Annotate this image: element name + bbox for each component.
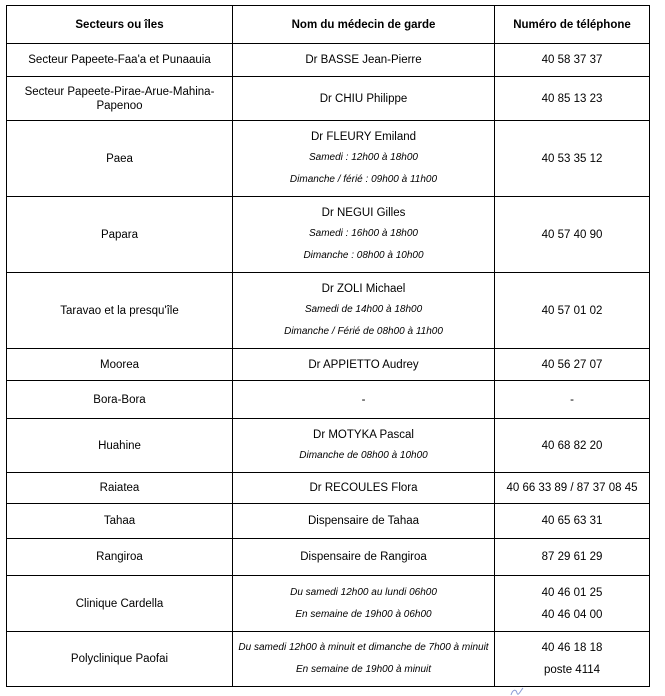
sector-cell: Polyclinique Paofai xyxy=(7,632,233,687)
table-row xyxy=(7,473,650,504)
sector-cell: Secteur Papeete-Faa'a et Punaauia xyxy=(7,44,233,77)
table-row xyxy=(7,77,650,121)
phone-cell: 40 57 01 02 xyxy=(495,273,650,349)
phone-cell: 40 56 27 07 xyxy=(495,349,650,381)
phone-cell: 40 57 40 90 xyxy=(495,197,650,273)
duty-doctors-table xyxy=(6,5,650,687)
doctor-cell xyxy=(233,273,495,349)
scribble-mark-icon xyxy=(510,687,524,696)
hours-line: Du samedi 12h00 au lundi 06h00 xyxy=(290,586,437,598)
header-phone: Numéro de téléphone xyxy=(495,6,650,44)
header-sector: Secteurs ou îles xyxy=(7,6,233,44)
hours-line: En semaine de 19h00 à 06h00 xyxy=(295,608,432,620)
hours-line: Samedi : 12h00 à 18h00 xyxy=(309,151,418,163)
phone-line: 40 46 18 18 xyxy=(541,642,603,654)
phone-cell: - xyxy=(495,381,650,419)
phone-cell: 40 53 35 12 xyxy=(495,121,650,197)
hours-line: Samedi de 14h00 à 18h00 xyxy=(304,303,423,315)
doctor-name: Dr MOTYKA Pascal xyxy=(313,428,414,441)
sector-cell: Clinique Cardella xyxy=(7,576,233,632)
table-row xyxy=(7,504,650,539)
phone-line: 40 46 04 00 xyxy=(541,608,603,621)
hours-line: En semaine de 19h00 à minuit xyxy=(295,664,432,675)
sector-cell: Bora-Bora xyxy=(7,381,233,419)
sector-cell: Secteur Papeete-Pirae-Arue-Mahina-Papenoo xyxy=(7,77,233,121)
table-row xyxy=(7,381,650,419)
sector-cell: Taravao et la presqu'île xyxy=(7,273,233,349)
sector-cell: Papara xyxy=(7,197,233,273)
doctor-cell xyxy=(233,197,495,273)
hours-line: Dimanche : 08h00 à 10h00 xyxy=(303,249,424,261)
header-doctor: Nom du médecin de garde xyxy=(233,6,495,44)
hours-line: Dimanche / férié : 09h00 à 11h00 xyxy=(289,173,438,185)
table-row xyxy=(7,273,650,349)
phone-cell: 40 65 63 31 xyxy=(495,504,650,539)
doctor-cell xyxy=(233,576,495,632)
hours-line: Samedi : 16h00 à 18h00 xyxy=(309,227,418,239)
phone-cell: 40 58 37 37 xyxy=(495,44,650,77)
sector-cell: Moorea xyxy=(7,349,233,381)
doctor-cell: Dr BASSE Jean-Pierre xyxy=(233,44,495,77)
table-row xyxy=(7,419,650,473)
sector-cell: Rangiroa xyxy=(7,539,233,576)
table-row xyxy=(7,44,650,77)
doctor-cell xyxy=(233,632,495,687)
table-row xyxy=(7,121,650,197)
doctor-name: Dr FLEURY Emiland xyxy=(310,130,417,143)
phone-cell: 40 85 13 23 xyxy=(495,77,650,121)
hours-line: Du samedi 12h00 à minuit et dimanche de 7h00 à minuit xyxy=(238,642,489,653)
doctor-name: Dr ZOLI Michael xyxy=(321,282,406,295)
doctor-cell: Dr APPIETTO Audrey xyxy=(233,349,495,381)
sector-cell: Paea xyxy=(7,121,233,197)
table-row xyxy=(7,632,650,687)
sector-cell: Tahaa xyxy=(7,504,233,539)
doctor-cell: Dr RECOULES Flora xyxy=(233,473,495,504)
doctor-name: Dr NEGUI Gilles xyxy=(321,206,406,219)
phone-cell: 40 66 33 89 / 87 37 08 45 xyxy=(495,473,650,504)
table-row xyxy=(7,539,650,576)
doctor-cell: Dispensaire de Tahaa xyxy=(233,504,495,539)
phone-cell: 87 29 61 29 xyxy=(495,539,650,576)
phone-line: 40 46 01 25 xyxy=(541,586,603,599)
table-row xyxy=(7,197,650,273)
phone-line: poste 4114 xyxy=(543,664,601,676)
table-header-row xyxy=(7,6,650,44)
phone-cell xyxy=(495,632,650,687)
sector-cell: Raiatea xyxy=(7,473,233,504)
hours-line: Dimanche / Férié de 08h00 à 11h00 xyxy=(284,325,443,337)
sector-cell: Huahine xyxy=(7,419,233,473)
doctor-cell: Dr CHIU Philippe xyxy=(233,77,495,121)
table-row xyxy=(7,576,650,632)
doctor-cell: - xyxy=(233,381,495,419)
doctor-cell: Dispensaire de Rangiroa xyxy=(233,539,495,576)
phone-cell: 40 68 82 20 xyxy=(495,419,650,473)
phone-cell xyxy=(495,576,650,632)
hours-line: Dimanche de 08h00 à 10h00 xyxy=(299,449,428,461)
doctor-cell xyxy=(233,419,495,473)
table-row xyxy=(7,349,650,381)
doctor-cell xyxy=(233,121,495,197)
